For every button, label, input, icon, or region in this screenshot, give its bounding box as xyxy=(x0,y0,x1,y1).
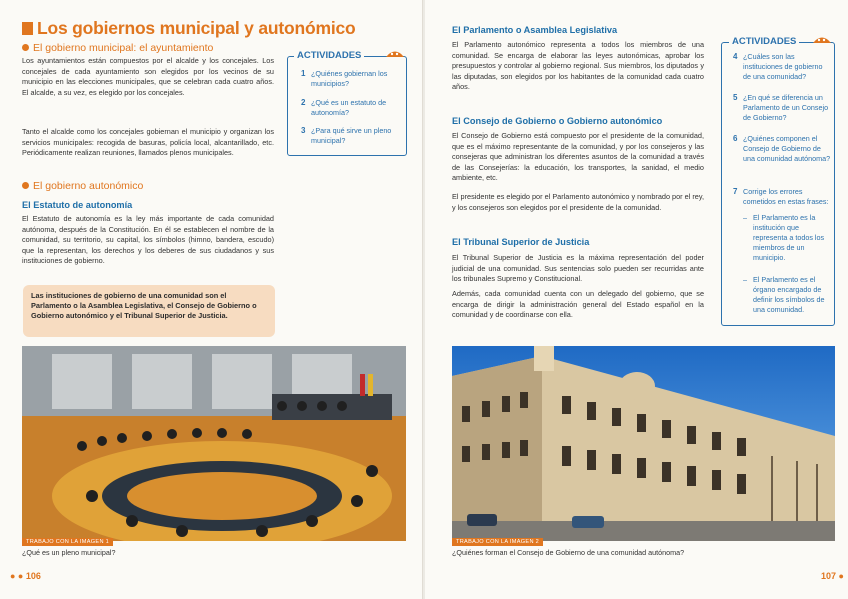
title-marker xyxy=(22,22,33,35)
activity-item: 6 ¿Quiénes componen el Consejo de Gobierno de una comunidad autónoma? xyxy=(733,134,831,163)
sun-mascot-icon xyxy=(384,46,406,58)
activity-item: 2 ¿Qué es un estatuto de autonomía? xyxy=(301,98,387,117)
photo-caption: ¿Qué es un pleno municipal? xyxy=(22,548,116,557)
section-title-municipal: El gobierno municipal: el ayuntamiento xyxy=(22,42,213,54)
pleno-illustration xyxy=(22,346,406,541)
photo-caption: ¿Quiénes forman el Consejo de Gobierno de una comunidad autónoma? xyxy=(452,548,685,557)
subtitle-tribunal: El Tribunal Superior de Justicia xyxy=(452,237,590,247)
bullet-icon xyxy=(22,44,29,51)
bullet-icon xyxy=(22,182,29,189)
activity-subitem: – El Parlamento es el órgano encargado de definir los símbolos de una comunidad. xyxy=(743,275,825,314)
activity-item: 4 ¿Cuáles son las instituciones de gobierno de una comunidad? xyxy=(733,52,823,81)
building-illustration xyxy=(452,346,835,541)
activities-heading: ACTIVIDADES xyxy=(729,36,799,47)
activity-item: 5 ¿En qué se diferencia un Parlamento de un Consejo de Gobierno? xyxy=(733,93,829,122)
consejo-paragraph-2: El presidente es elegido por el Parlamento autonómico y nombrado por el rey, y los consejeros son elegidos por el presidente de la comunidad. xyxy=(452,192,704,212)
subtitle-parlamento: El Parlamento o Asamblea Legislativa xyxy=(452,25,618,35)
consejo-paragraph-1: El Consejo de Gobierno está compuesto por el presidente de la comunidad, que es el máximo representante de la comunidad, y por los consejeros y las consejeras que administran los diferentes asuntos de la comunidad a través de las Consejerías: la educación, los transportes, la sanidad, el medio ambiente, etc. xyxy=(452,131,704,183)
institutions-callout: Las instituciones de gobierno de una comunidad son el Parlamento o la Asamblea Legislativa, el Consejo de Gobierno o Gobierno autonómico y el Tribunal Superior de Justicia. xyxy=(23,285,275,337)
activity-item: 7 Corrige los errores cometidos en estas frases: xyxy=(733,187,829,206)
right-page xyxy=(425,0,848,599)
tribunal-paragraph-1: El Tribunal Superior de Justicia es la máxima representación del poder judicial de una comunidad. Sus sentencias solo pueden ser recurridas ante los tribunales Supremo y Constitucional. xyxy=(452,253,704,284)
activities-heading: ACTIVIDADES xyxy=(294,50,364,61)
tribunal-paragraph-2: Además, cada comunidad cuenta con un delegado del gobierno, que se encarga de dirigir la administración general del Estado español en la comunidad y de coordinarse con ella. xyxy=(452,289,704,320)
activity-item: 1 ¿Quiénes gobiernan los municipios? xyxy=(301,69,388,88)
activity-item: 3 ¿Para qué sirve un pleno municipal? xyxy=(301,126,392,145)
subtitle-consejo: El Consejo de Gobierno o Gobierno autonómico xyxy=(452,116,663,126)
page-number: 107 ● xyxy=(821,571,844,581)
municipal-paragraph-1: Los ayuntamientos están compuestos por el alcalde y los concejales. Los concejales de cada ayuntamiento son elegidos por los vecinos de su municipio en las elecciones municipales, que se celebran cada cuatro años. El alcalde, a su vez, es elegido por los concejales. xyxy=(22,56,274,97)
subtitle-estatuto: El Estatuto de autonomía xyxy=(22,200,133,210)
page-number: ● ● 106 xyxy=(10,571,41,581)
parlamento-paragraph: El Parlamento autonómico representa a todos los miembros de una comunidad. Se encarga de elaborar las leyes autonómicas, aprobar los presupuestos y controlar al gobierno regional. Sus miembros, los diputados y las diputadas, son elegidos por los habitantes de la comunidad cada cuatro años. xyxy=(452,40,704,92)
estatuto-paragraph: El Estatuto de autonomía es la ley más importante de cada comunidad autónoma, después de la Constitución. En él se establecen el nombre de la comunidad, su territorio, su capital, los símbolos (himno, bandera, escudo) que la representan, los derechos y los deberes de sus ciudadanos y sus instituciones de gobierno. xyxy=(22,214,274,266)
municipal-paragraph-2: Tanto el alcalde como los concejales gobiernan el municipio y organizan los servicios municipales: recogida de basuras, policía local, alcantarillado, etc. Periódicamente realizan reuniones, llamados plenos municipales. xyxy=(22,127,274,158)
sun-mascot-icon xyxy=(811,32,833,44)
pleno-photo xyxy=(22,346,406,541)
section-title-autonomico: El gobierno autonómico xyxy=(22,180,143,192)
photo-tag: TRABAJO CON LA IMAGEN 1 xyxy=(22,538,113,546)
activity-subitem: – El Parlamento es la institución que representa a todos los miembros de un municipio. xyxy=(743,213,825,262)
building-photo xyxy=(452,346,835,541)
page-title: Los gobiernos municipal y autonómico xyxy=(22,18,356,39)
photo-tag: TRABAJO CON LA IMAGEN 2 xyxy=(452,538,543,546)
left-page xyxy=(0,0,423,599)
